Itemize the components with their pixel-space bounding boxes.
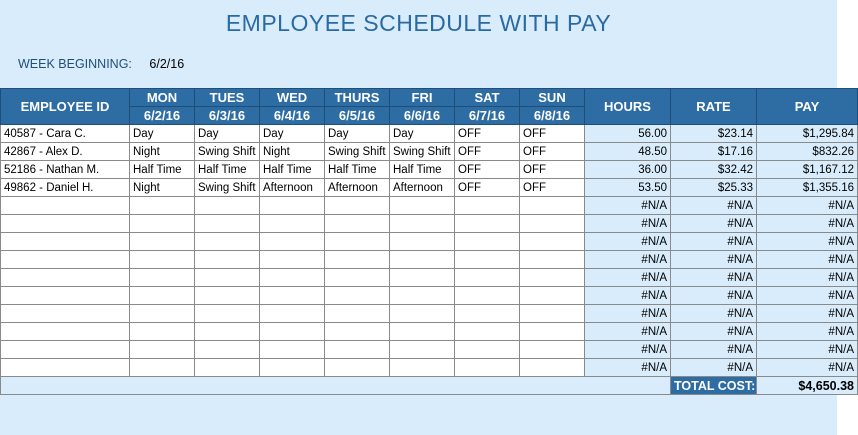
schedule-table bbox=[0, 88, 858, 395]
employee-cell[interactable] bbox=[1, 359, 130, 377]
hours-cell[interactable]: 56.00 bbox=[585, 125, 671, 143]
pay-cell[interactable]: #N/A bbox=[757, 287, 858, 305]
shift-cell[interactable]: Swing Shift bbox=[390, 143, 455, 161]
hours-cell[interactable]: 36.00 bbox=[585, 161, 671, 179]
shift-cell[interactable] bbox=[195, 305, 260, 323]
shift-cell[interactable] bbox=[260, 323, 325, 341]
total-cost-value[interactable]: $4,650.38 bbox=[757, 377, 858, 395]
rate-cell[interactable]: #N/A bbox=[671, 359, 757, 377]
table-row bbox=[1, 251, 858, 269]
table-row bbox=[1, 233, 858, 251]
shift-cell[interactable] bbox=[520, 197, 585, 215]
schedule-rows bbox=[1, 125, 858, 377]
employee-cell[interactable] bbox=[1, 305, 130, 323]
shift-cell[interactable] bbox=[130, 269, 195, 287]
total-row bbox=[1, 377, 858, 395]
day-header: FRI bbox=[390, 89, 455, 107]
shift-cell[interactable] bbox=[325, 269, 390, 287]
table-row bbox=[1, 359, 858, 377]
shift-cell[interactable] bbox=[325, 323, 390, 341]
pay-cell[interactable]: $1,295.84 bbox=[757, 125, 858, 143]
shift-cell[interactable] bbox=[520, 215, 585, 233]
week-beginning-value[interactable]: 6/2/16 bbox=[149, 57, 185, 71]
shift-cell[interactable] bbox=[260, 251, 325, 269]
week-beginning bbox=[18, 57, 184, 71]
day-date-header: 6/4/16 bbox=[260, 107, 325, 125]
shift-cell[interactable]: Swing Shift bbox=[325, 143, 390, 161]
hours-cell[interactable]: #N/A bbox=[585, 215, 671, 233]
shift-cell[interactable]: Half Time bbox=[260, 161, 325, 179]
employee-cell[interactable]: 40587 - Cara C. bbox=[1, 125, 130, 143]
shift-cell[interactable]: Half Time bbox=[195, 161, 260, 179]
shift-cell[interactable] bbox=[390, 323, 455, 341]
employee-cell[interactable] bbox=[1, 323, 130, 341]
shift-cell[interactable] bbox=[520, 269, 585, 287]
rate-cell[interactable]: #N/A bbox=[671, 341, 757, 359]
shift-cell[interactable] bbox=[195, 215, 260, 233]
shift-cell[interactable]: Night bbox=[130, 143, 195, 161]
shift-cell[interactable] bbox=[195, 251, 260, 269]
shift-cell[interactable] bbox=[130, 305, 195, 323]
shift-cell[interactable]: Swing Shift bbox=[195, 143, 260, 161]
page-title: EMPLOYEE SCHEDULE WITH PAY bbox=[225, 10, 612, 36]
shift-cell[interactable] bbox=[130, 197, 195, 215]
pay-cell[interactable]: #N/A bbox=[757, 305, 858, 323]
shift-cell[interactable]: Afternoon bbox=[390, 179, 455, 197]
shift-cell[interactable]: OFF bbox=[455, 125, 520, 143]
shift-cell[interactable]: Night bbox=[260, 143, 325, 161]
shift-cell[interactable] bbox=[195, 341, 260, 359]
employee-cell[interactable] bbox=[1, 215, 130, 233]
shift-cell[interactable]: OFF bbox=[455, 161, 520, 179]
hours-cell[interactable]: #N/A bbox=[585, 287, 671, 305]
shift-cell[interactable] bbox=[325, 215, 390, 233]
shift-cell[interactable] bbox=[130, 359, 195, 377]
pay-cell[interactable]: $1,167.12 bbox=[757, 161, 858, 179]
shift-cell[interactable] bbox=[455, 197, 520, 215]
rate-cell[interactable]: #N/A bbox=[671, 251, 757, 269]
shift-cell[interactable]: Day bbox=[260, 125, 325, 143]
hours-cell[interactable]: #N/A bbox=[585, 269, 671, 287]
employee-cell[interactable] bbox=[1, 287, 130, 305]
table-row bbox=[1, 305, 858, 323]
hours-cell[interactable]: #N/A bbox=[585, 359, 671, 377]
shift-cell[interactable] bbox=[390, 233, 455, 251]
day-header: SAT bbox=[455, 89, 520, 107]
employee-cell[interactable]: 52186 - Nathan M. bbox=[1, 161, 130, 179]
pay-cell[interactable]: #N/A bbox=[757, 269, 858, 287]
shift-cell[interactable] bbox=[130, 233, 195, 251]
total-cost-label: TOTAL COST: bbox=[671, 377, 757, 395]
shift-cell[interactable] bbox=[520, 251, 585, 269]
shift-cell[interactable] bbox=[520, 359, 585, 377]
day-header: THURS bbox=[325, 89, 390, 107]
shift-cell[interactable] bbox=[260, 269, 325, 287]
shift-cell[interactable] bbox=[195, 233, 260, 251]
shift-cell[interactable]: OFF bbox=[520, 161, 585, 179]
shift-cell[interactable] bbox=[390, 359, 455, 377]
rate-header: RATE bbox=[671, 89, 757, 125]
hours-header: HOURS bbox=[585, 89, 671, 125]
shift-cell[interactable] bbox=[195, 359, 260, 377]
shift-cell[interactable] bbox=[195, 197, 260, 215]
pay-cell[interactable]: #N/A bbox=[757, 341, 858, 359]
shift-cell[interactable] bbox=[195, 269, 260, 287]
shift-cell[interactable] bbox=[455, 305, 520, 323]
table-row bbox=[1, 215, 858, 233]
employee-cell[interactable] bbox=[1, 197, 130, 215]
hours-cell[interactable]: #N/A bbox=[585, 233, 671, 251]
day-header: MON bbox=[130, 89, 195, 107]
shift-cell[interactable]: Day bbox=[130, 125, 195, 143]
employee-cell[interactable]: 49862 - Daniel H. bbox=[1, 179, 130, 197]
rate-cell[interactable]: $25.33 bbox=[671, 179, 757, 197]
rate-cell[interactable]: #N/A bbox=[671, 323, 757, 341]
pay-cell[interactable]: #N/A bbox=[757, 197, 858, 215]
employee-id-header: EMPLOYEE ID bbox=[1, 89, 130, 125]
shift-cell[interactable] bbox=[325, 287, 390, 305]
day-date-header: 6/5/16 bbox=[325, 107, 390, 125]
shift-cell[interactable] bbox=[260, 359, 325, 377]
shift-cell[interactable] bbox=[130, 323, 195, 341]
day-date-header: 6/8/16 bbox=[520, 107, 585, 125]
day-date-header: 6/2/16 bbox=[130, 107, 195, 125]
shift-cell[interactable]: Afternoon bbox=[260, 179, 325, 197]
shift-cell[interactable] bbox=[390, 269, 455, 287]
pay-cell[interactable]: #N/A bbox=[757, 233, 858, 251]
table-row bbox=[1, 269, 858, 287]
day-date-header: 6/6/16 bbox=[390, 107, 455, 125]
header-row-names bbox=[1, 89, 858, 107]
shift-cell[interactable]: Day bbox=[325, 125, 390, 143]
shift-cell[interactable] bbox=[325, 359, 390, 377]
shift-cell[interactable] bbox=[130, 251, 195, 269]
shift-cell[interactable] bbox=[260, 197, 325, 215]
rate-cell[interactable]: $17.16 bbox=[671, 143, 757, 161]
table-row bbox=[1, 161, 858, 179]
table-row bbox=[1, 143, 858, 161]
pay-cell[interactable]: #N/A bbox=[757, 359, 858, 377]
shift-cell[interactable] bbox=[325, 233, 390, 251]
rate-cell[interactable]: $23.14 bbox=[671, 125, 757, 143]
pay-cell[interactable]: #N/A bbox=[757, 251, 858, 269]
shift-cell[interactable]: Half Time bbox=[390, 161, 455, 179]
shift-cell[interactable]: Half Time bbox=[325, 161, 390, 179]
employee-cell[interactable] bbox=[1, 269, 130, 287]
shift-cell[interactable] bbox=[455, 215, 520, 233]
table-row bbox=[1, 287, 858, 305]
shift-cell[interactable] bbox=[520, 233, 585, 251]
shift-cell[interactable] bbox=[325, 251, 390, 269]
shift-cell[interactable] bbox=[325, 305, 390, 323]
shift-cell[interactable] bbox=[260, 305, 325, 323]
shift-cell[interactable] bbox=[520, 341, 585, 359]
shift-cell[interactable] bbox=[130, 287, 195, 305]
shift-cell[interactable] bbox=[390, 287, 455, 305]
shift-cell[interactable] bbox=[455, 341, 520, 359]
hours-cell[interactable]: #N/A bbox=[585, 251, 671, 269]
rate-cell[interactable]: #N/A bbox=[671, 197, 757, 215]
week-beginning-label: WEEK BEGINNING: bbox=[18, 57, 132, 71]
shift-cell[interactable] bbox=[260, 287, 325, 305]
pay-header: PAY bbox=[757, 89, 858, 125]
rate-cell[interactable]: #N/A bbox=[671, 233, 757, 251]
day-header: SUN bbox=[520, 89, 585, 107]
pay-cell[interactable]: $832.26 bbox=[757, 143, 858, 161]
shift-cell[interactable] bbox=[260, 341, 325, 359]
day-header: WED bbox=[260, 89, 325, 107]
rate-cell[interactable]: #N/A bbox=[671, 305, 757, 323]
shift-cell[interactable] bbox=[390, 197, 455, 215]
shift-cell[interactable] bbox=[455, 323, 520, 341]
shift-cell[interactable] bbox=[455, 251, 520, 269]
shift-cell[interactable] bbox=[390, 305, 455, 323]
rate-cell[interactable]: $32.42 bbox=[671, 161, 757, 179]
shift-cell[interactable] bbox=[390, 341, 455, 359]
shift-cell[interactable]: Night bbox=[130, 179, 195, 197]
shift-cell[interactable] bbox=[195, 287, 260, 305]
shift-cell[interactable] bbox=[455, 233, 520, 251]
shift-cell[interactable] bbox=[260, 215, 325, 233]
pay-cell[interactable]: $1,355.16 bbox=[757, 179, 858, 197]
hours-cell[interactable]: #N/A bbox=[585, 197, 671, 215]
shift-cell[interactable] bbox=[455, 359, 520, 377]
hours-cell[interactable]: #N/A bbox=[585, 323, 671, 341]
employee-cell[interactable] bbox=[1, 341, 130, 359]
shift-cell[interactable] bbox=[455, 287, 520, 305]
shift-cell[interactable]: OFF bbox=[520, 143, 585, 161]
total-spacer bbox=[1, 377, 671, 395]
shift-cell[interactable] bbox=[390, 215, 455, 233]
table-row bbox=[1, 341, 858, 359]
employee-cell[interactable]: 42867 - Alex D. bbox=[1, 143, 130, 161]
shift-cell[interactable] bbox=[325, 197, 390, 215]
rate-cell[interactable]: #N/A bbox=[671, 287, 757, 305]
shift-cell[interactable] bbox=[130, 341, 195, 359]
day-date-header: 6/3/16 bbox=[195, 107, 260, 125]
shift-cell[interactable]: Half Time bbox=[130, 161, 195, 179]
table-row bbox=[1, 125, 858, 143]
day-header: TUES bbox=[195, 89, 260, 107]
hours-cell[interactable]: #N/A bbox=[585, 341, 671, 359]
shift-cell[interactable] bbox=[520, 323, 585, 341]
shift-cell[interactable] bbox=[325, 341, 390, 359]
rate-cell[interactable]: #N/A bbox=[671, 269, 757, 287]
shift-cell[interactable] bbox=[520, 305, 585, 323]
hours-cell[interactable]: #N/A bbox=[585, 305, 671, 323]
shift-cell[interactable]: Afternoon bbox=[325, 179, 390, 197]
shift-cell[interactable] bbox=[390, 251, 455, 269]
shift-cell[interactable] bbox=[520, 287, 585, 305]
hours-cell[interactable]: 48.50 bbox=[585, 143, 671, 161]
pay-cell[interactable]: #N/A bbox=[757, 215, 858, 233]
shift-cell[interactable]: OFF bbox=[455, 143, 520, 161]
shift-cell[interactable] bbox=[260, 233, 325, 251]
shift-cell[interactable]: Day bbox=[195, 125, 260, 143]
hours-cell[interactable]: 53.50 bbox=[585, 179, 671, 197]
day-date-header: 6/7/16 bbox=[455, 107, 520, 125]
employee-cell[interactable] bbox=[1, 251, 130, 269]
shift-cell[interactable] bbox=[455, 269, 520, 287]
table-row bbox=[1, 323, 858, 341]
shift-cell[interactable]: OFF bbox=[520, 179, 585, 197]
shift-cell[interactable]: Swing Shift bbox=[195, 179, 260, 197]
shift-cell[interactable]: OFF bbox=[520, 125, 585, 143]
shift-cell[interactable] bbox=[195, 323, 260, 341]
rate-cell[interactable]: #N/A bbox=[671, 215, 757, 233]
employee-cell[interactable] bbox=[1, 233, 130, 251]
shift-cell[interactable] bbox=[130, 215, 195, 233]
shift-cell[interactable]: Day bbox=[390, 125, 455, 143]
table-row bbox=[1, 197, 858, 215]
shift-cell[interactable]: OFF bbox=[455, 179, 520, 197]
table-row bbox=[1, 179, 858, 197]
pay-cell[interactable]: #N/A bbox=[757, 323, 858, 341]
